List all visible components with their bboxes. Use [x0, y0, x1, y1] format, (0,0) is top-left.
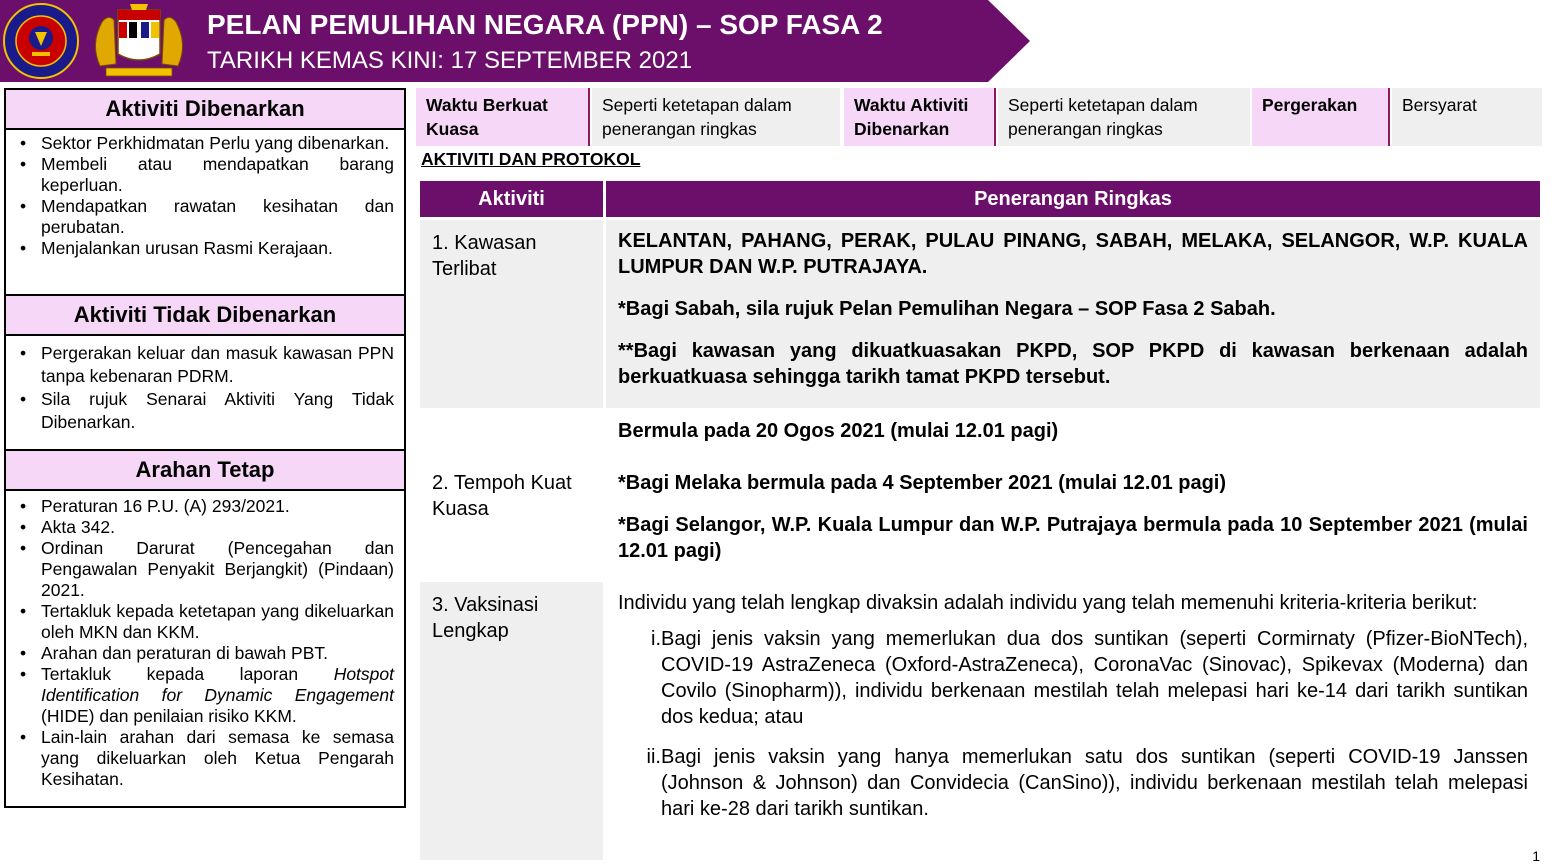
row1-description: [606, 220, 1540, 408]
malaysia-coat-of-arms: [86, 4, 192, 78]
hide-text-post: (HIDE) dan penilaian risiko KKM.: [41, 706, 297, 726]
list-item: • Membeli atau mendapatkan barang keperluan.: [20, 154, 394, 196]
column-header-penerangan: Penerangan Ringkas: [606, 181, 1540, 217]
pergerakan-value: Bersyarat: [1392, 88, 1542, 146]
waktu-berkuat-kuasa-label: Waktu Berkuat Kuasa: [416, 88, 590, 146]
row2-melaka-note: *Bagi Melaka bermula pada 4 September 2021 (mulai 12.01 pagi): [618, 472, 1227, 494]
section-title: AKTIVITI DAN PROTOKOL: [421, 149, 641, 169]
arahan-tetap-heading: Arahan Tetap: [6, 451, 404, 491]
item-text: Bagi jenis vaksin yang memerlukan dua dos suntikan (seperti Cormirnaty (Pfizer-BioNTech), COVID-19 AstraZeneca (Oxford-AstraZeneca), CoronaVac (Sinovac), Spikevax (Moderna) dan Covilo (Sinopharm)), individu berkenaan mestilah telah melepasi hari ke-14 dari tarikh suntikan dos kedua; atau: [661, 628, 1528, 728]
hide-text-italic: Hotspot Identification for Dynamic Engagement: [41, 664, 394, 705]
aktiviti-tidak-dibenarkan-section: [4, 296, 406, 451]
arahan-tetap-section: [4, 451, 406, 808]
waktu-aktiviti-value: Seperti ketetapan dalam penerangan ringkas: [998, 88, 1250, 146]
pergerakan-label: Pergerakan: [1252, 88, 1390, 146]
list-item: • Arahan dan peraturan di bawah PBT.: [20, 643, 394, 664]
row1-sabah-note: *Bagi Sabah, sila rujuk Pelan Pemulihan Negara – SOP Fasa 2 Sabah.: [618, 298, 1276, 320]
list-item: • Akta 342.: [20, 517, 394, 538]
list-item: • Sektor Perkhidmatan Perlu yang dibenarkan.: [20, 133, 394, 154]
waktu-aktiviti-label: Waktu Aktiviti Dibenarkan: [844, 88, 996, 146]
page-title: PELAN PEMULIHAN NEGARA (PPN) – SOP FASA 2: [207, 9, 883, 40]
aktiviti-dibenarkan-heading: Aktiviti Dibenarkan: [6, 90, 404, 130]
row1-activity: 1. Kawasan Terlibat: [420, 220, 603, 408]
row2-selangor-note: *Bagi Selangor, W.P. Kuala Lumpur dan W.P. Putrajaya bermula pada 10 September 2021 (mulai 12.01 pagi): [618, 514, 1528, 562]
info-bar: [416, 88, 1542, 146]
row2-start-date: Bermula pada 20 Ogos 2021 (mulai 12.01 pagi): [618, 420, 1059, 442]
majlis-keselamatan-negara-logo: [2, 2, 80, 80]
column-header-aktiviti: Aktiviti: [420, 181, 603, 217]
list-item: • Pergerakan keluar dan masuk kawasan PPN tanpa kebenaran PDRM.: [20, 342, 394, 388]
row3-activity: 3. Vaksinasi Lengkap: [420, 582, 603, 860]
list-item: • Ordinan Darurat (Pencegahan dan Pengawalan Penyakit Berjangkit) (Pindaan) 2021.: [20, 538, 394, 601]
hide-text-pre: Tertakluk kepada laporan: [41, 664, 334, 684]
left-panel: [4, 88, 406, 808]
item-text: Bagi jenis vaksin yang hanya memerlukan satu dos suntikan (seperti COVID-19 Janssen (Johnson & Johnson) dan Convidecia (CanSino)), individu berkenaan mestilah telah melepasi hari ke-28 dari tarikh suntikan.: [661, 746, 1528, 820]
list-item: • Mendapatkan rawatan kesihatan dan perubatan.: [20, 196, 394, 238]
row3-description: [606, 582, 1540, 860]
waktu-berkuat-kuasa-value: Seperti ketetapan dalam penerangan ringkas: [592, 88, 840, 146]
list-item: [20, 664, 394, 727]
page-number: 1: [1532, 848, 1540, 864]
list-item: [618, 744, 1528, 822]
aktiviti-tidak-dibenarkan-heading: Aktiviti Tidak Dibenarkan: [6, 296, 404, 336]
row1-areas: KELANTAN, PAHANG, PERAK, PULAU PINANG, SABAH, MELAKA, SELANGOR, W.P. KUALA LUMPUR DAN W.P. PUTRAJAYA.: [618, 230, 1528, 278]
aktiviti-dibenarkan-section: [4, 88, 406, 296]
update-date: TARIKH KEMAS KINI: 17 SEPTEMBER 2021: [207, 47, 693, 74]
row2-activity: 2. Tempoh Kuat Kuasa: [420, 410, 603, 580]
list-item: • Menjalankan urusan Rasmi Kerajaan.: [20, 238, 394, 259]
list-item: • Peraturan 16 P.U. (A) 293/2021.: [20, 496, 394, 517]
row2-description: [606, 410, 1540, 580]
item-number: i.: [651, 628, 661, 650]
row3-intro: Individu yang telah lengkap divaksin adalah individu yang telah memenuhi kriteria-kriteria berikut:: [618, 592, 1478, 614]
list-item: [618, 626, 1528, 730]
row1-pkpd-note: **Bagi kawasan yang dikuatkuasakan PKPD, SOP PKPD di kawasan berkenaan adalah berkuatkuasa sehingga tarikh tamat PKPD tersebut.: [618, 340, 1528, 388]
list-item: • Lain-lain arahan dari semasa ke semasa yang dikeluarkan oleh Ketua Pengarah Kesihatan.: [20, 727, 394, 790]
list-item: • Tertakluk kepada ketetapan yang dikeluarkan oleh MKN dan KKM.: [20, 601, 394, 643]
item-number: ii.: [646, 746, 661, 768]
list-item: • Sila rujuk Senarai Aktiviti Yang Tidak Dibenarkan.: [20, 388, 394, 434]
header-banner: [0, 0, 1030, 82]
